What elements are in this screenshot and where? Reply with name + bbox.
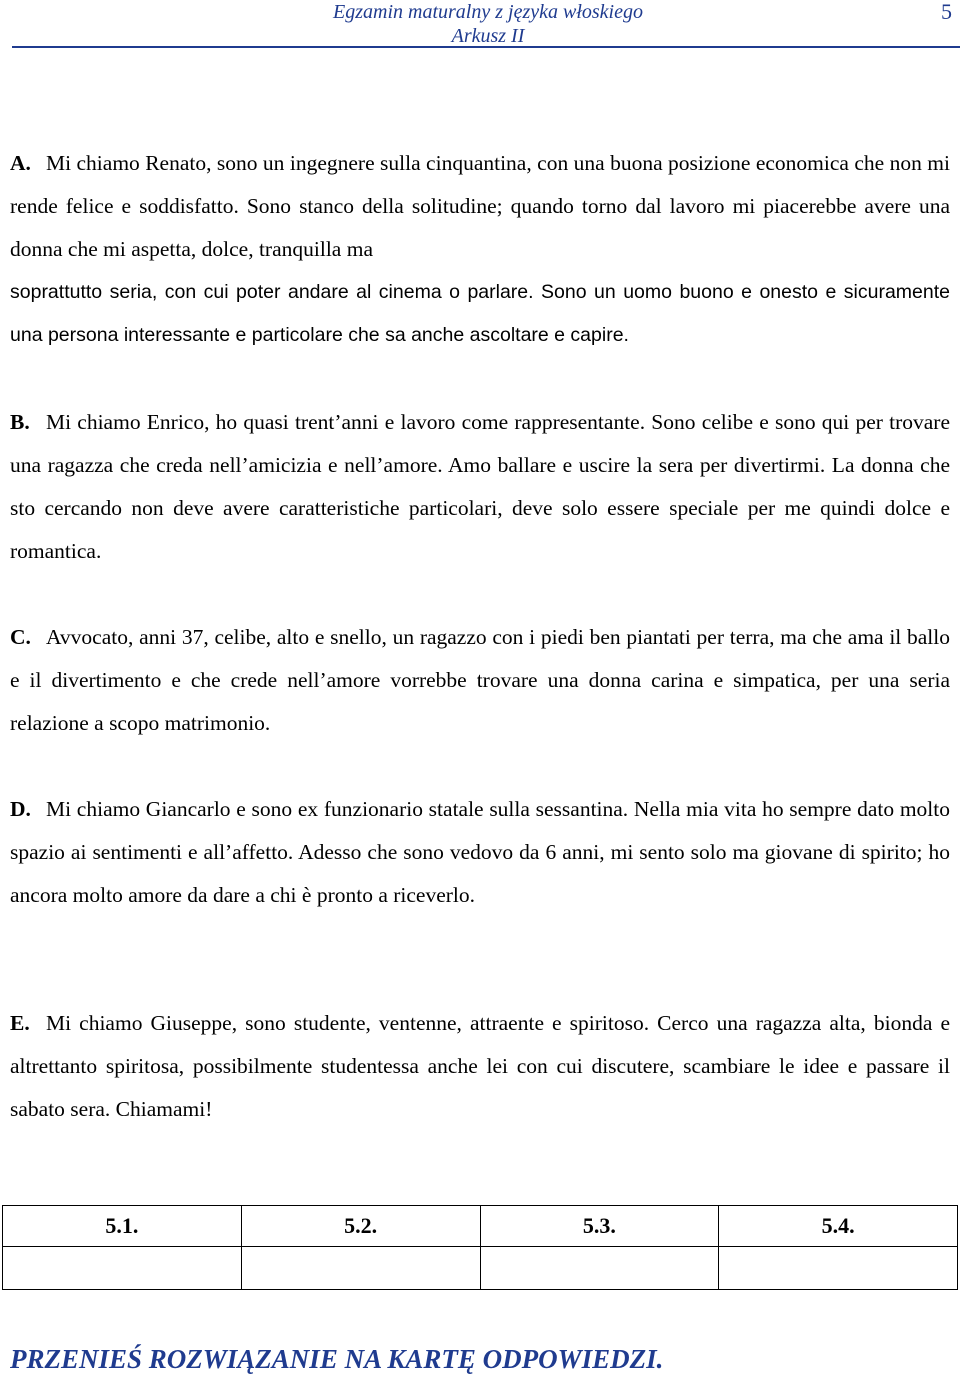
text-c-letter: C. bbox=[10, 625, 31, 649]
text-b-letter: B. bbox=[10, 410, 30, 434]
text-d-body: Mi chiamo Giancarlo e sono ex funzionario statale sulla sessantina. Nella mia vita ho sempre dato molto spazio ai sentimenti e all’affetto. Adesso che sono vedovo da 6 anni, mi sento solo ma giovane di spirito; ho ancora molto amore da dare a chi è pronto a riceverlo. bbox=[10, 797, 950, 907]
answer-cell-5-3[interactable] bbox=[480, 1247, 719, 1290]
answer-table-input-row bbox=[3, 1247, 958, 1290]
answer-cell-5-2[interactable] bbox=[241, 1247, 480, 1290]
transfer-instruction: PRZENIEŚ ROZWIĄZANIE NA KARTĘ ODPOWIEDZI. bbox=[10, 1344, 664, 1374]
answer-header-5-1: 5.1. bbox=[3, 1206, 242, 1247]
answer-cell-5-1[interactable] bbox=[3, 1247, 242, 1290]
page-header bbox=[0, 0, 960, 48]
text-a-body-part2: soprattutto seria, con cui poter andare al cinema o parlare. Sono un uomo buono e onesto e sicuramente una persona interessante e particolare che sa anche ascoltare e capire. bbox=[10, 281, 950, 346]
answer-table-header-row bbox=[3, 1206, 958, 1247]
page-number: 5 bbox=[941, 0, 952, 24]
text-e-body: Mi chiamo Giuseppe, sono studente, ventenne, attraente e spiritoso. Cerco una ragazza alta, bionda e altrettanto spiritosa, possibilmente studentessa anche lei con cui discutere, scambiare le idee e passare il sabato sera. Chiamami! bbox=[10, 1011, 950, 1121]
answer-header-5-4: 5.4. bbox=[719, 1206, 958, 1247]
text-c-body: Avvocato, anni 37, celibe, alto e snello, un ragazzo con i piedi ben piantati per terra, ma che ama il ballo e il divertimento e che crede nell’amore vorrebbe trovare una donna carina e simpatica, per una seria relazione a scopo matrimonio. bbox=[10, 625, 950, 735]
answer-header-5-3: 5.3. bbox=[480, 1206, 719, 1247]
answer-header-5-2: 5.2. bbox=[241, 1206, 480, 1247]
text-d-letter: D. bbox=[10, 797, 31, 821]
text-a-letter: A. bbox=[10, 151, 31, 175]
text-e-letter: E. bbox=[10, 1011, 30, 1035]
text-b-body: Mi chiamo Enrico, ho quasi trent’anni e lavoro come rappresentante. Sono celibe e sono qui per trovare una ragazza che creda nell’amicizia e nell’amore. Amo ballare e uscire la sera per divertirmi. La donna che sto cercando non deve avere caratteristiche particolari, deve solo essere speciale per me quindi dolce e romantica. bbox=[10, 410, 950, 563]
header-divider bbox=[12, 46, 960, 48]
text-a-body-part1: Mi chiamo Renato, sono un ingegnere sulla cinquantina, con una buona posizione economica che non mi rende felice e soddisfatto. Sono stanco della solitudine; quando torno dal lavoro mi piacerebbe avere una donna che mi aspetta, dolce, tranquilla ma bbox=[10, 151, 950, 261]
exam-sheet: Arkusz II bbox=[451, 25, 525, 47]
answer-cell-5-4[interactable] bbox=[719, 1247, 958, 1290]
exam-title: Egzamin maturalny z języka włoskiego bbox=[333, 1, 643, 23]
answer-table bbox=[2, 1205, 958, 1290]
